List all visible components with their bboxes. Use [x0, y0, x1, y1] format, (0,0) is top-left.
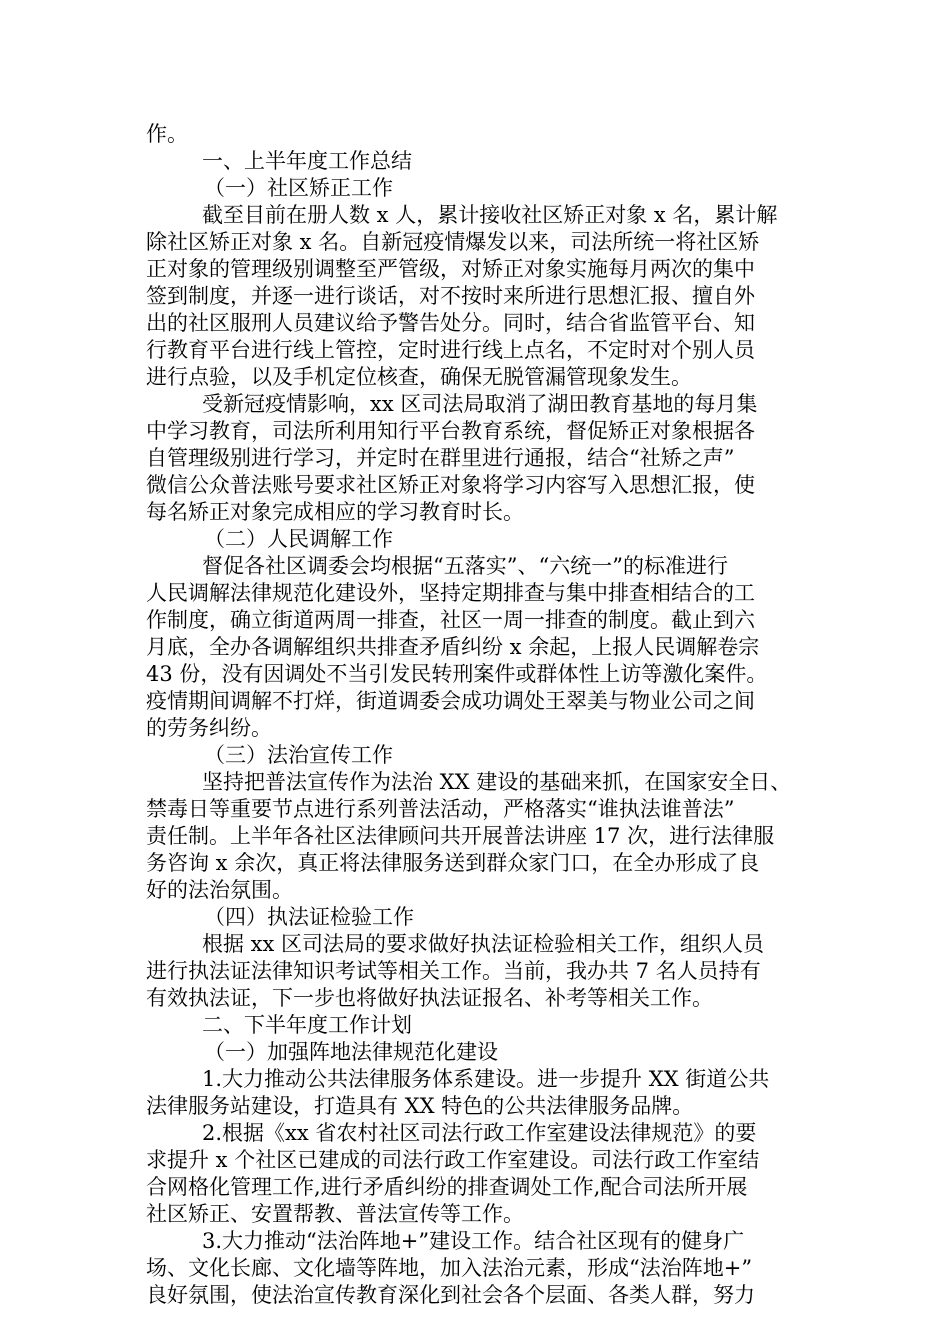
paragraph-line: 有效执法证，下一步也将做好执法证报名、补考等相关工作。 [146, 986, 713, 1010]
paragraph-line: 好的法治氛围。 [146, 878, 293, 902]
paragraph-line: 43 份，没有因调处不当引发民转刑案件或群体性上访等激化案件。 [146, 662, 768, 686]
paragraph-line: 良好氛围，使法治宣传教育深化到社会各个层面、各类人群，努力 [146, 1283, 755, 1307]
paragraph-line: 每名矫正对象完成相应的学习教育时长。 [146, 500, 524, 524]
paragraph-line: 作。 [146, 122, 188, 146]
paragraph-line: 社区矫正、安置帮教、普法宣传等工作。 [146, 1202, 524, 1226]
paragraph-line: 疫情期间调解不打烊，街道调委会成功调处王翠美与物业公司之间 [146, 689, 755, 713]
paragraph-first-line: 受新冠疫情影响，xx 区司法局取消了湖田教育基地的每月集 [202, 392, 758, 416]
paragraph-line: 责任制。上半年各社区法律顾问共开展普法讲座 17 次，进行法律服 [146, 824, 775, 848]
paragraph-line: 进行点验，以及手机定位核查，确保无脱管漏管现象发生。 [146, 365, 692, 389]
paragraph-first-line: 根据 xx 区司法局的要求做好执法证检验相关工作，组织人员 [202, 932, 765, 956]
section-subheading: （三）法治宣传工作 [204, 743, 393, 767]
paragraph-first-line: 2.根据《xx 省农村社区司法行政工作室建设法律规范》的要 [202, 1121, 757, 1145]
paragraph-line: 签到制度，并逐一进行谈话，对不按时来所进行思想汇报、擅自外 [146, 284, 755, 308]
section-subheading: （四）执法证检验工作 [204, 905, 414, 929]
paragraph-line: 法律服务站建设，打造具有 XX 特色的公共法律服务品牌。 [146, 1094, 694, 1118]
paragraph-line: 合网格化管理工作,进行矛盾纠纷的排查调处工作,配合司法所开展 [146, 1175, 748, 1199]
paragraph-first-line: 二、下半年度工作计划 [202, 1013, 412, 1037]
paragraph-line: 禁毒日等重要节点进行系列普法活动，严格落实“谁执法谁普法” [146, 797, 735, 821]
paragraph-first-line: 截至目前在册人数 x 人，累计接收社区矫正对象 x 名，累计解 [202, 203, 778, 227]
paragraph-line: 行教育平台进行线上管控，定时进行线上点名，不定时对个别人员 [146, 338, 755, 362]
paragraph-line: 正对象的管理级别调整至严管级，对矫正对象实施每月两次的集中 [146, 257, 755, 281]
paragraph-first-line: 3.大力推动“法治阵地+”建设工作。结合社区现有的健身广 [202, 1229, 745, 1253]
paragraph-line: 出的社区服刑人员建议给予警告处分。同时，结合省监管平台、知 [146, 311, 755, 335]
paragraph-line: 月底，全办各调解组织共排查矛盾纠纷 x 余起，上报人民调解卷宗 [146, 635, 760, 659]
paragraph-line: 求提升 x 个社区已建成的司法行政工作室建设。司法行政工作室结 [146, 1148, 760, 1172]
document-body [146, 121, 818, 1309]
paragraph-line: 的劳务纠纷。 [146, 716, 272, 740]
paragraph-first-line: 坚持把普法宣传作为法治 XX 建设的基础来抓，在国家安全日、 [202, 770, 792, 794]
paragraph-line: 自管理级别进行学习，并定时在群里进行通报，结合“社矫之声” [146, 446, 735, 470]
paragraph-first-line: 督促各社区调委会均根据“五落实”、“六统一”的标准进行 [202, 554, 728, 578]
paragraph-line: 微信公众普法账号要求社区矫正对象将学习内容写入思想汇报，使 [146, 473, 755, 497]
section-subheading: （一）社区矫正工作 [204, 176, 393, 200]
paragraph-first-line: 一、上半年度工作总结 [202, 149, 412, 173]
paragraph-line: 场、文化长廊、文化墙等阵地，加入法治元素，形成“法治阵地+” [146, 1256, 753, 1280]
paragraph-line: 人民调解法律规范化建设外，坚持定期排查与集中排查相结合的工 [146, 581, 755, 605]
section-subheading: （一）加强阵地法律规范化建设 [204, 1040, 498, 1064]
section-subheading: （二）人民调解工作 [204, 527, 393, 551]
paragraph-line: 进行执法证法律知识考试等相关工作。当前，我办共 7 名人员持有 [146, 959, 761, 983]
paragraph-line: 务咨询 x 余次，真正将法律服务送到群众家门口，在全办形成了良 [146, 851, 760, 875]
paragraph-line: 除社区矫正对象 x 名。自新冠疫情爆发以来，司法所统一将社区矫 [146, 230, 760, 254]
paragraph-first-line: 1.大力推动公共法律服务体系建设。进一步提升 XX 街道公共 [202, 1067, 770, 1091]
paragraph-line: 中学习教育，司法所利用知行平台教育系统，督促矫正对象根据各 [146, 419, 755, 443]
paragraph-line: 作制度，确立街道两周一排查，社区一周一排查的制度。截止到六 [146, 608, 755, 632]
